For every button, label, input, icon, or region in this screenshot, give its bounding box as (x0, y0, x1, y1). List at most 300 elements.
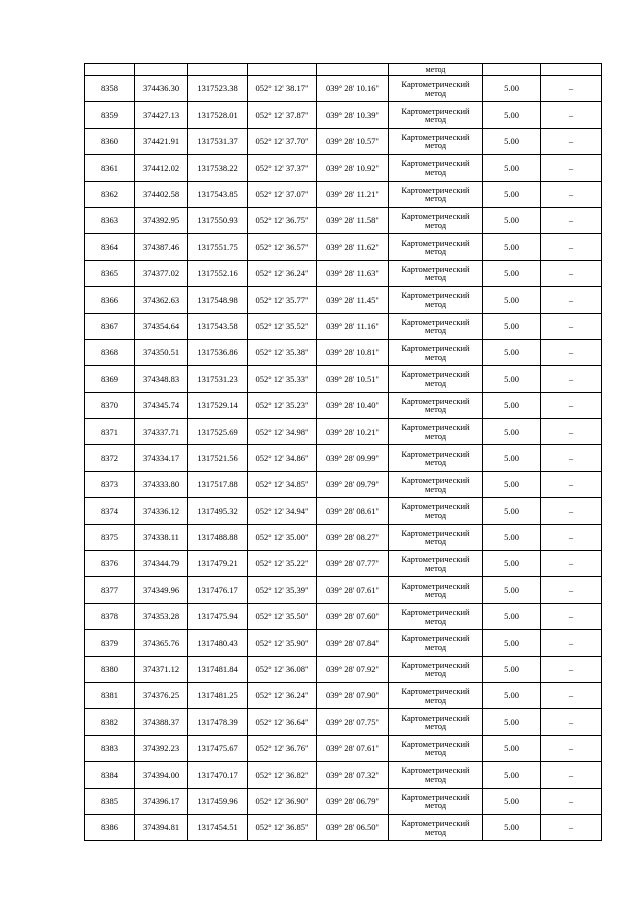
cell-latitude: 052° 12' 36.75" (248, 207, 317, 233)
cell-latitude: 052° 12' 35.23" (248, 392, 317, 418)
cell-note: – (541, 762, 602, 788)
cell-latitude: 052° 12' 36.90" (248, 788, 317, 814)
cell-method (389, 788, 483, 814)
cell-accuracy: 5.00 (483, 102, 541, 128)
table-row (85, 207, 602, 233)
cell-x: 374345.74 (135, 392, 188, 418)
cell-point-number: 8372 (85, 445, 135, 471)
cell-longitude: 039° 28' 07.61" (317, 577, 389, 603)
cell-method (389, 524, 483, 550)
cell-point-number: 8381 (85, 682, 135, 708)
table-row (85, 682, 602, 708)
cell-note: – (541, 181, 602, 207)
cell-accuracy: 5.00 (483, 260, 541, 286)
cell-point-number: 8371 (85, 419, 135, 445)
cell-x (135, 64, 188, 76)
cell-method (389, 155, 483, 181)
cell-latitude: 052° 12' 36.82" (248, 762, 317, 788)
cell-point-number: 8364 (85, 234, 135, 260)
cell-y: 1317538.22 (188, 155, 248, 181)
cell-method (389, 102, 483, 128)
cell-accuracy: 5.00 (483, 339, 541, 365)
cell-y: 1317480.43 (188, 630, 248, 656)
cell-note: – (541, 630, 602, 656)
cell-method (389, 735, 483, 761)
method-line: метод (424, 457, 447, 468)
cell-longitude: 039° 28' 10.57" (317, 128, 389, 154)
cell-point-number: 8362 (85, 181, 135, 207)
cell-x: 374377.02 (135, 260, 188, 286)
coordinates-table (84, 63, 602, 841)
method-line: метод (424, 536, 447, 547)
cell-x: 374337.71 (135, 419, 188, 445)
method-line: Картометрический (401, 686, 470, 697)
cell-latitude: 052° 12' 35.52" (248, 313, 317, 339)
cell-method (389, 630, 483, 656)
table-row (85, 392, 602, 418)
cell-longitude: 039° 28' 11.63" (317, 260, 389, 286)
cell-y: 1317470.17 (188, 762, 248, 788)
method-line: Картометрический (401, 131, 470, 142)
method-line: метод (424, 747, 447, 758)
table-row (85, 471, 602, 497)
cell-x: 374402.58 (135, 181, 188, 207)
cell-longitude: 039° 28' 08.27" (317, 524, 389, 550)
method-line: Картометрический (401, 580, 470, 591)
method-line: Картометрический (401, 422, 470, 433)
cell-latitude: 052° 12' 37.37" (248, 155, 317, 181)
cell-point-number: 8376 (85, 551, 135, 577)
cell-y: 1317478.39 (188, 709, 248, 735)
cell-latitude: 052° 12' 35.77" (248, 287, 317, 313)
cell-longitude: 039° 28' 10.21" (317, 419, 389, 445)
cell-accuracy: 5.00 (483, 181, 541, 207)
cell-method (389, 419, 483, 445)
cell-point-number: 8360 (85, 128, 135, 154)
method-line: Картометрический (401, 369, 470, 380)
method-line: метод (424, 114, 447, 125)
cell-longitude: 039° 28' 07.92" (317, 656, 389, 682)
cell-y: 1317481.25 (188, 682, 248, 708)
method-line: метод (424, 509, 447, 520)
cell-latitude: 052° 12' 35.50" (248, 603, 317, 629)
cell-point-number: 8368 (85, 339, 135, 365)
table-row (85, 735, 602, 761)
cell-point-number: 8382 (85, 709, 135, 735)
method-line: Картометрический (401, 316, 470, 327)
method-line: Картометрический (401, 343, 470, 354)
cell-point-number: 8377 (85, 577, 135, 603)
cell-y: 1317531.23 (188, 366, 248, 392)
method-line: метод (424, 166, 447, 177)
cell-method (389, 814, 483, 840)
cell-x: 374392.95 (135, 207, 188, 233)
table-body (85, 64, 602, 841)
cell-accuracy: 5.00 (483, 207, 541, 233)
cell-accuracy: 5.00 (483, 313, 541, 339)
cell-accuracy: 5.00 (483, 603, 541, 629)
cell-latitude: 052° 12' 35.33" (248, 366, 317, 392)
cell-method (389, 128, 483, 154)
cell-accuracy: 5.00 (483, 682, 541, 708)
cell-accuracy: 5.00 (483, 577, 541, 603)
table-row (85, 788, 602, 814)
cell-point-number: 8380 (85, 656, 135, 682)
table-row (85, 814, 602, 840)
cell-latitude (248, 64, 317, 76)
cell-x: 374376.25 (135, 682, 188, 708)
method-line: Картометрический (401, 79, 470, 90)
cell-point-number: 8370 (85, 392, 135, 418)
method-line: Картометрический (401, 554, 470, 565)
cell-note: – (541, 392, 602, 418)
cell-point-number: 8385 (85, 788, 135, 814)
cell-point-number: 8384 (85, 762, 135, 788)
table-row (85, 630, 602, 656)
cell-point-number: 8375 (85, 524, 135, 550)
method-line: метод (424, 87, 447, 98)
table-row (85, 339, 602, 365)
cell-y: 1317528.01 (188, 102, 248, 128)
cell-latitude: 052° 12' 35.39" (248, 577, 317, 603)
cell-method (389, 234, 483, 260)
cell-note (541, 64, 602, 76)
cell-point-number: 8379 (85, 630, 135, 656)
cell-accuracy: 5.00 (483, 735, 541, 761)
cell-y: 1317523.38 (188, 76, 248, 102)
cell-y: 1317551.75 (188, 234, 248, 260)
method-line: метод (424, 721, 447, 732)
cell-x: 374436.30 (135, 76, 188, 102)
cell-point-number: 8369 (85, 366, 135, 392)
cell-longitude: 039° 28' 10.16" (317, 76, 389, 102)
cell-method (389, 682, 483, 708)
cell-x: 374394.00 (135, 762, 188, 788)
cell-method (389, 287, 483, 313)
cell-point-number: 8365 (85, 260, 135, 286)
cell-longitude: 039° 28' 08.61" (317, 498, 389, 524)
cell-note: – (541, 551, 602, 577)
method-line: Картометрический (401, 211, 470, 222)
cell-note: – (541, 366, 602, 392)
cell-note: – (541, 656, 602, 682)
cell-method (389, 339, 483, 365)
method-line: Картометрический (401, 237, 470, 248)
method-line: метод (424, 193, 447, 204)
cell-method (389, 577, 483, 603)
cell-accuracy: 5.00 (483, 366, 541, 392)
cell-y (188, 64, 248, 76)
table-row (85, 155, 602, 181)
cell-accuracy: 5.00 (483, 76, 541, 102)
cell-point-number: 8358 (85, 76, 135, 102)
cell-y: 1317517.88 (188, 471, 248, 497)
cell-note: – (541, 234, 602, 260)
method-line: Картометрический (401, 607, 470, 617)
cell-method (389, 762, 483, 788)
method-line: метод (424, 351, 447, 362)
cell-longitude: 039° 28' 10.81" (317, 339, 389, 365)
cell-accuracy: 5.00 (483, 630, 541, 656)
method-line: Картометрический (401, 475, 470, 486)
table-row (85, 313, 602, 339)
cell-point-number: 8374 (85, 498, 135, 524)
cell-x: 374348.83 (135, 366, 188, 392)
cell-latitude: 052° 12' 34.98" (248, 419, 317, 445)
cell-x: 374353.28 (135, 603, 188, 629)
method-line: метод (424, 615, 447, 626)
method-line: Картометрический (401, 659, 470, 670)
cell-y: 1317548.98 (188, 287, 248, 313)
cell-method (389, 392, 483, 418)
table-row (85, 366, 602, 392)
cell-y: 1317488.88 (188, 524, 248, 550)
cell-x: 374388.37 (135, 709, 188, 735)
cell-latitude: 052° 12' 34.86" (248, 445, 317, 471)
cell-accuracy: 5.00 (483, 762, 541, 788)
cell-x: 374334.17 (135, 445, 188, 471)
method-line: метод (424, 826, 447, 837)
method-line: метод (424, 219, 447, 230)
cell-accuracy (483, 64, 541, 76)
cell-latitude: 052° 12' 37.07" (248, 181, 317, 207)
cell-point-number: 8373 (85, 471, 135, 497)
cell-longitude: 039° 28' 07.77" (317, 551, 389, 577)
cell-method (389, 709, 483, 735)
cell-point-number: 8366 (85, 287, 135, 313)
cell-note: – (541, 339, 602, 365)
cell-latitude: 052° 12' 36.64" (248, 709, 317, 735)
table-row (85, 551, 602, 577)
cell-latitude: 052° 12' 35.22" (248, 551, 317, 577)
cell-y: 1317543.85 (188, 181, 248, 207)
table-row (85, 76, 602, 102)
cell-note: – (541, 128, 602, 154)
cell-method (389, 76, 483, 102)
method-line: Картометрический (401, 290, 470, 301)
method-line: Картометрический (401, 501, 470, 512)
cell-note: – (541, 603, 602, 629)
table-row (85, 524, 602, 550)
cell-note: – (541, 498, 602, 524)
method-line: Картометрический (401, 105, 470, 116)
method-line: метод (424, 246, 447, 257)
cell-x: 374396.17 (135, 788, 188, 814)
cell-note: – (541, 287, 602, 313)
cell-accuracy: 5.00 (483, 234, 541, 260)
cell-latitude: 052° 12' 34.85" (248, 471, 317, 497)
cell-longitude: 039° 28' 10.51" (317, 366, 389, 392)
cell-x: 374412.02 (135, 155, 188, 181)
cell-note: – (541, 419, 602, 445)
method-line: метод (424, 404, 447, 415)
cell-method (389, 260, 483, 286)
cell-latitude: 052° 12' 36.57" (248, 234, 317, 260)
table-row (85, 762, 602, 788)
method-line: метод (424, 800, 447, 811)
cell-accuracy: 5.00 (483, 524, 541, 550)
cell-longitude: 039° 28' 10.40" (317, 392, 389, 418)
method-line: метод (424, 140, 447, 151)
method-line: Картометрический (401, 765, 470, 776)
cell-method (389, 471, 483, 497)
cell-method (389, 181, 483, 207)
cell-latitude: 052° 12' 35.00" (248, 524, 317, 550)
cell-accuracy: 5.00 (483, 498, 541, 524)
cell-note: – (541, 155, 602, 181)
method-line: Картометрический (401, 738, 470, 749)
cell-accuracy: 5.00 (483, 709, 541, 735)
cell-note: – (541, 709, 602, 735)
cell-point-number: 8361 (85, 155, 135, 181)
table-row (85, 260, 602, 286)
cell-longitude: 039° 28' 07.32" (317, 762, 389, 788)
cell-longitude: 039° 28' 07.75" (317, 709, 389, 735)
cell-note: – (541, 682, 602, 708)
cell-accuracy: 5.00 (483, 471, 541, 497)
cell-accuracy: 5.00 (483, 287, 541, 313)
cell-longitude: 039° 28' 07.90" (317, 682, 389, 708)
method-line: метод (424, 773, 447, 784)
cell-method (389, 551, 483, 577)
method-line: метод (424, 483, 447, 494)
table-row (85, 102, 602, 128)
table-row (85, 445, 602, 471)
cell-longitude: 039° 28' 06.50" (317, 814, 389, 840)
cell-point-number: 8363 (85, 207, 135, 233)
cell-method (389, 656, 483, 682)
method-line: Картометрический (401, 158, 470, 169)
cell-note: – (541, 788, 602, 814)
table-row (85, 419, 602, 445)
cell-point-number: 8383 (85, 735, 135, 761)
cell-y: 1317531.37 (188, 128, 248, 154)
cell-latitude: 052° 12' 38.17" (248, 76, 317, 102)
method-line: Картометрический (401, 448, 470, 459)
method-line: метод (424, 562, 447, 573)
cell-y: 1317476.17 (188, 577, 248, 603)
table-row (85, 656, 602, 682)
cell-x: 374365.76 (135, 630, 188, 656)
table-row (85, 603, 602, 629)
cell-longitude: 039° 28' 10.92" (317, 155, 389, 181)
cell-note: – (541, 313, 602, 339)
method-line: Картометрический (401, 527, 470, 538)
method-line: метод (424, 298, 447, 309)
cell-latitude: 052° 12' 34.94" (248, 498, 317, 524)
cell-longitude (317, 64, 389, 76)
cell-latitude: 052° 12' 36.08" (248, 656, 317, 682)
cell-accuracy: 5.00 (483, 128, 541, 154)
cell-longitude: 039° 28' 09.99" (317, 445, 389, 471)
cell-longitude: 039° 28' 06.79" (317, 788, 389, 814)
cell-x: 374333.80 (135, 471, 188, 497)
table-row (85, 498, 602, 524)
cell-latitude: 052° 12' 36.24" (248, 682, 317, 708)
table-row (85, 709, 602, 735)
method-line: метод (424, 589, 447, 600)
cell-latitude: 052° 12' 35.90" (248, 630, 317, 656)
cell-point-number: 8359 (85, 102, 135, 128)
cell-latitude: 052° 12' 36.85" (248, 814, 317, 840)
cell-y: 1317495.32 (188, 498, 248, 524)
cell-y: 1317481.84 (188, 656, 248, 682)
cell-x: 374354.64 (135, 313, 188, 339)
cell-longitude: 039° 28' 11.45" (317, 287, 389, 313)
method-line: Картометрический (401, 712, 470, 723)
method-line: Картометрический (401, 184, 470, 195)
cell-longitude: 039° 28' 09.79" (317, 471, 389, 497)
cell-accuracy: 5.00 (483, 656, 541, 682)
method-line: Картометрический (401, 395, 470, 406)
cell-note: – (541, 207, 602, 233)
cell-y: 1317550.93 (188, 207, 248, 233)
method-line: метод (424, 272, 447, 283)
table-row (85, 128, 602, 154)
cell-x: 374392.23 (135, 735, 188, 761)
cell-method (389, 366, 483, 392)
cell-note: – (541, 735, 602, 761)
cell-x: 374349.96 (135, 577, 188, 603)
cell-x: 374387.46 (135, 234, 188, 260)
cell-x: 374394.81 (135, 814, 188, 840)
cell-x: 374421.91 (135, 128, 188, 154)
cell-longitude: 039° 28' 10.39" (317, 102, 389, 128)
cell-note: – (541, 577, 602, 603)
cell-y: 1317552.16 (188, 260, 248, 286)
cell-accuracy: 5.00 (483, 445, 541, 471)
method-line: Картометрический (401, 633, 470, 644)
cell-note: – (541, 445, 602, 471)
method-line: Картометрический (401, 791, 470, 802)
cell-method: метод (389, 64, 483, 76)
cell-x: 374427.13 (135, 102, 188, 128)
table-row (85, 234, 602, 260)
cell-y: 1317475.94 (188, 603, 248, 629)
cell-y: 1317475.67 (188, 735, 248, 761)
cell-x: 374371.12 (135, 656, 188, 682)
cell-y: 1317459.96 (188, 788, 248, 814)
method-line: метод (424, 694, 447, 705)
cell-y: 1317536.86 (188, 339, 248, 365)
cell-note: – (541, 102, 602, 128)
cell-y: 1317543.58 (188, 313, 248, 339)
cell-longitude: 039° 28' 07.61" (317, 735, 389, 761)
method-line: метод (424, 641, 447, 652)
cell-method (389, 445, 483, 471)
cell-method (389, 313, 483, 339)
cell-accuracy: 5.00 (483, 392, 541, 418)
method-line: Картометрический (401, 263, 470, 274)
cell-latitude: 052° 12' 35.38" (248, 339, 317, 365)
method-line: метод (424, 377, 447, 388)
table-row-continuation (85, 64, 602, 76)
cell-y: 1317525.69 (188, 419, 248, 445)
cell-latitude: 052° 12' 37.70" (248, 128, 317, 154)
cell-x: 374336.12 (135, 498, 188, 524)
cell-x: 374362.63 (135, 287, 188, 313)
table-row (85, 287, 602, 313)
cell-latitude: 052° 12' 36.24" (248, 260, 317, 286)
cell-accuracy: 5.00 (483, 788, 541, 814)
table-row (85, 181, 602, 207)
cell-method (389, 498, 483, 524)
cell-point-number: 8378 (85, 603, 135, 629)
cell-accuracy: 5.00 (483, 551, 541, 577)
cell-latitude: 052° 12' 37.87" (248, 102, 317, 128)
cell-accuracy: 5.00 (483, 419, 541, 445)
cell-note: – (541, 260, 602, 286)
